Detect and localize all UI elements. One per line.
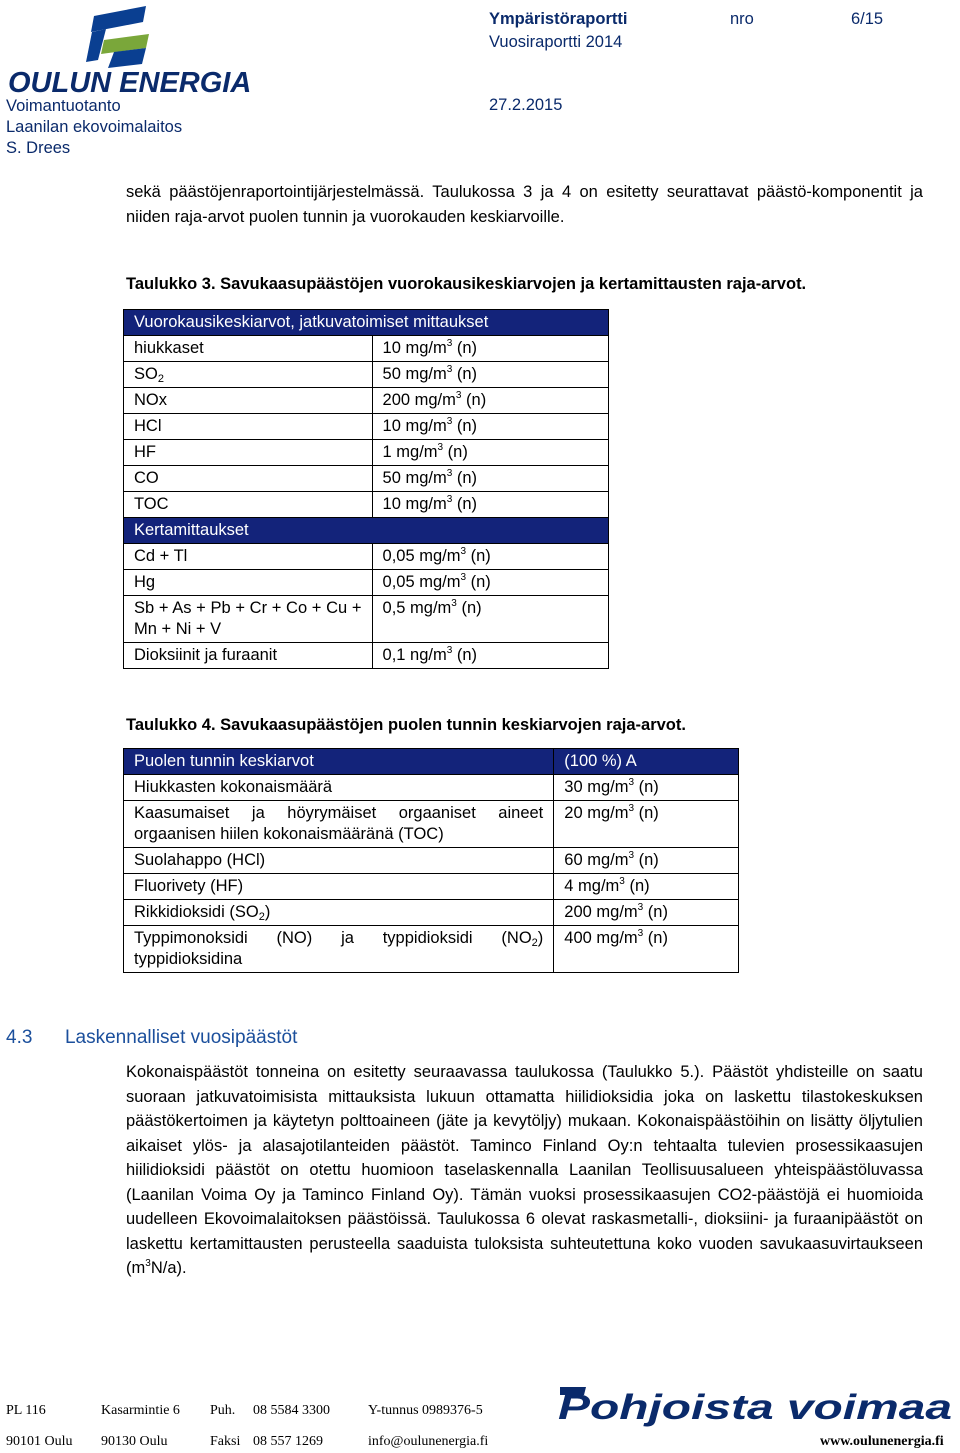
table-header-cell: Puolen tunnin keskiarvot: [134, 752, 314, 770]
component-name: hiukkaset: [134, 339, 204, 357]
component-name: CO: [134, 469, 159, 487]
body-end: N/a).: [150, 1259, 187, 1277]
unit-exponent: 3: [437, 442, 444, 453]
body-paragraph: [126, 1060, 923, 1281]
footer-website[interactable]: www.oulunenergia.fi: [820, 1434, 944, 1449]
limit-value: 0,05 mg/m: [382, 547, 461, 565]
table-row: [124, 596, 609, 643]
unit-suffix: (n): [624, 877, 650, 895]
table4-header: [124, 749, 739, 775]
author-label: S. Drees: [6, 139, 71, 157]
table3-header-continuous: [124, 310, 609, 336]
limit-value: 10 mg/m: [382, 339, 447, 357]
unit-suffix: (n): [466, 547, 491, 565]
unit-suffix: (n): [452, 417, 478, 435]
component-subscript: 2: [258, 911, 265, 923]
component-name: Dioksiinit ja furaanit: [134, 646, 278, 664]
unit-exponent: 3: [446, 338, 453, 349]
table-header-cell: Vuorokausikeskiarvot, jatkuvatoimiset mittaukset: [134, 313, 489, 331]
limit-value: 0,5 mg/m: [382, 599, 452, 617]
unit-exponent: 3: [446, 645, 453, 656]
table3-caption: Taulukko 3. Savukaasupäästöjen vuorokausikeskiarvojen ja kertamittausten raja-arvot.: [126, 275, 807, 293]
footer-po-box: PL 116: [6, 1403, 46, 1418]
component-name: Sb + As + Pb + Cr + Co + Cu + Mn + Ni + V: [134, 599, 362, 638]
unit-suffix: (n): [452, 339, 478, 357]
footer-street: Kasarmintie 6: [101, 1403, 180, 1418]
unit-suffix: (n): [452, 646, 478, 664]
unit-suffix: (n): [452, 495, 478, 513]
limit-value: 0,1 ng/m: [382, 646, 447, 664]
component-name: NOx: [134, 391, 167, 409]
limit-value: 30 mg/m: [564, 778, 629, 796]
table-row: [124, 643, 609, 669]
unit-suffix: (n): [634, 778, 659, 796]
table-row: [124, 900, 739, 926]
limit-value: 50 mg/m: [382, 365, 447, 383]
oulun-energia-logo-icon: [6, 4, 252, 99]
footer-postal-2: 90130 Oulu: [101, 1434, 168, 1449]
table-row: [124, 775, 739, 801]
component-name: Rikkidioksidi (SO: [134, 903, 259, 921]
unit-suffix: (n): [452, 469, 478, 487]
table4: [123, 748, 739, 973]
footer-phone: 08 5584 3300: [253, 1403, 330, 1418]
unit-exponent: 3: [460, 572, 467, 583]
limit-value: 200 mg/m: [382, 391, 456, 409]
section-heading: [6, 1027, 297, 1049]
component-name: Typpimonoksidi (NO) ja typpidioksidi (NO: [134, 929, 532, 947]
unit-suffix: (n): [466, 573, 491, 591]
table-row: [124, 874, 739, 900]
table-row: [124, 336, 609, 362]
footer-fax-label: Faksi: [210, 1434, 241, 1449]
table3-header-spot: [124, 518, 609, 544]
plant-label: Laanilan ekovoimalaitos: [6, 118, 183, 136]
footer-postal-1: 90101 Oulu: [6, 1434, 73, 1449]
limit-value: 60 mg/m: [564, 851, 629, 869]
table-row: [124, 801, 739, 848]
svg-text:Pohjoista voimaa: Pohjoista voimaa: [558, 1388, 952, 1427]
nro-label: nro: [730, 10, 754, 28]
unit-suffix: (n): [452, 365, 478, 383]
limit-value: 200 mg/m: [564, 903, 638, 921]
unit-exponent: 3: [446, 468, 453, 479]
limit-value: 20 mg/m: [564, 804, 629, 822]
unit-suffix: (n): [634, 851, 659, 869]
body-sup: 3: [145, 1258, 151, 1269]
unit-exponent: 3: [628, 803, 635, 814]
unit-suffix: (n): [461, 391, 487, 409]
page-number: 6/15: [851, 10, 884, 28]
intro-paragraph: sekä päästöjenraportointijärjestelmässä. Taulukossa 3 ja 4 on esitetty seurattavat päästö-komponentit ja niiden raja-arvot puolen tunnin ja vuorokauden keskiarvoille.: [126, 183, 923, 226]
limit-value: 1 mg/m: [382, 443, 438, 461]
footer-business-id: Y-tunnus 0989376-5: [368, 1403, 483, 1418]
section-title: Laskennalliset vuosipäästöt: [64, 1027, 298, 1048]
doc-title: Ympäristöraportti: [489, 10, 628, 28]
doc-subtitle: Vuosiraportti 2014: [489, 33, 623, 51]
component-name: Suolahappo (HCl): [134, 851, 266, 869]
unit-exponent: 3: [628, 850, 635, 861]
unit-exponent: 3: [446, 416, 453, 427]
component-name: Hg: [134, 573, 156, 591]
limit-value: 0,05 mg/m: [382, 573, 461, 591]
component-subscript: 2: [531, 937, 538, 949]
unit-exponent: 3: [637, 902, 644, 913]
svg-text:OULUN ENERGIA: OULUN ENERGIA: [8, 67, 252, 99]
table-row: [124, 414, 609, 440]
table3: [123, 309, 609, 669]
table-row: [124, 362, 609, 388]
unit-label: Voimantuotanto: [6, 97, 121, 115]
component-name: HCl: [134, 417, 162, 435]
unit-exponent: 3: [637, 928, 644, 939]
unit-suffix: (n): [643, 929, 668, 947]
unit-exponent: 3: [446, 494, 453, 505]
unit-exponent: 3: [628, 777, 635, 788]
unit-exponent: 3: [446, 364, 453, 375]
unit-suffix: (n): [643, 903, 668, 921]
table-row: [124, 926, 739, 973]
footer-phone-label: Puh.: [210, 1403, 236, 1418]
table-row: [124, 570, 609, 596]
table-row: [124, 466, 609, 492]
table-row: [124, 492, 609, 518]
limit-value: 10 mg/m: [382, 495, 447, 513]
limit-value: 4 mg/m: [564, 877, 620, 895]
component-name: Kaasumaiset ja höyrymäiset orgaaniset aineet orgaanisen hiilen kokonaismääränä (TOC): [134, 804, 544, 843]
unit-exponent: 3: [451, 598, 457, 609]
component-name: Fluorivety (HF): [134, 877, 244, 895]
unit-exponent: 3: [455, 390, 462, 401]
unit-suffix: (n): [634, 804, 659, 822]
header-left: [6, 96, 182, 159]
table-row: [124, 440, 609, 466]
component-name: SO: [134, 365, 158, 383]
footer-fax: 08 557 1269: [253, 1434, 323, 1449]
doc-date: 27.2.2015: [489, 96, 563, 114]
brand-slogan: [556, 1383, 954, 1427]
section-number: 4.3: [6, 1027, 33, 1048]
component-subscript: 2: [157, 373, 164, 385]
component-name: HF: [134, 443, 156, 461]
footer-email[interactable]: info@oulunenergia.fi: [368, 1434, 489, 1449]
unit-exponent: 3: [460, 546, 467, 557]
table4-caption: Taulukko 4. Savukaasupäästöjen puolen tunnin keskiarvojen raja-arvot.: [126, 716, 686, 734]
limit-value: 10 mg/m: [382, 417, 447, 435]
component-name-tail: ): [264, 903, 271, 921]
company-logo: [6, 4, 252, 99]
table-header-cell: (100 %) A: [564, 752, 637, 770]
body-text: Kokonaispäästöt tonneina on esitetty seuraavassa taulukossa (Taulukko 5.). Päästöt yhdisteille on saatu suoraan jatkuvatoimisista mittauksista lukuun ottamatta hiilidioksidia joka on laskettu tilastokeskuksen päästökertoimen ja käytetyn polttoaineen (jäte ja kevytöljy) mukaan. Kokonaispäästöihin on lisätty öljytulien aikaiset ylös- ja alasajotilanteiden päästöt. Taminco Finland Oy:n tehtaalta tulevien prosessikaasujen hiilidioksidi päästöt on otettu huomioon taselaskennalla Laanilan Teollisuusalueen yhteispäästöluvassa (Laanilan Voima Oy ja Taminco Finland Oy). Tämän vuoksi prosessikaasujen CO2-päästöjä ei huomioida uudelleen Ekovoimalaitoksen päästöissä. Taulukossa 6 olevat raskasmetalli-, dioksiini- ja furaanipäästöt on laskettu kertamittausten perusteella saaduista tuloksista suhteutettuna koko vuoden savukaasuvirtaukseen (m: [126, 1063, 923, 1277]
table-row: [124, 388, 609, 414]
component-name: TOC: [134, 495, 169, 513]
component-name-tail: ) typpidioksidina: [134, 929, 544, 968]
table-row: [124, 848, 739, 874]
unit-suffix: (n): [443, 443, 468, 461]
limit-value: 50 mg/m: [382, 469, 447, 487]
table-header-cell: Kertamittaukset: [134, 521, 249, 539]
component-name: Hiukkasten kokonaismäärä: [134, 778, 333, 796]
table-row: [124, 544, 609, 570]
unit-suffix: (n): [456, 599, 482, 617]
unit-exponent: 3: [619, 876, 625, 887]
component-name: Cd + Tl: [134, 547, 188, 565]
pohjoista-voimaa-logo-icon: [556, 1383, 954, 1427]
limit-value: 400 mg/m: [564, 929, 638, 947]
